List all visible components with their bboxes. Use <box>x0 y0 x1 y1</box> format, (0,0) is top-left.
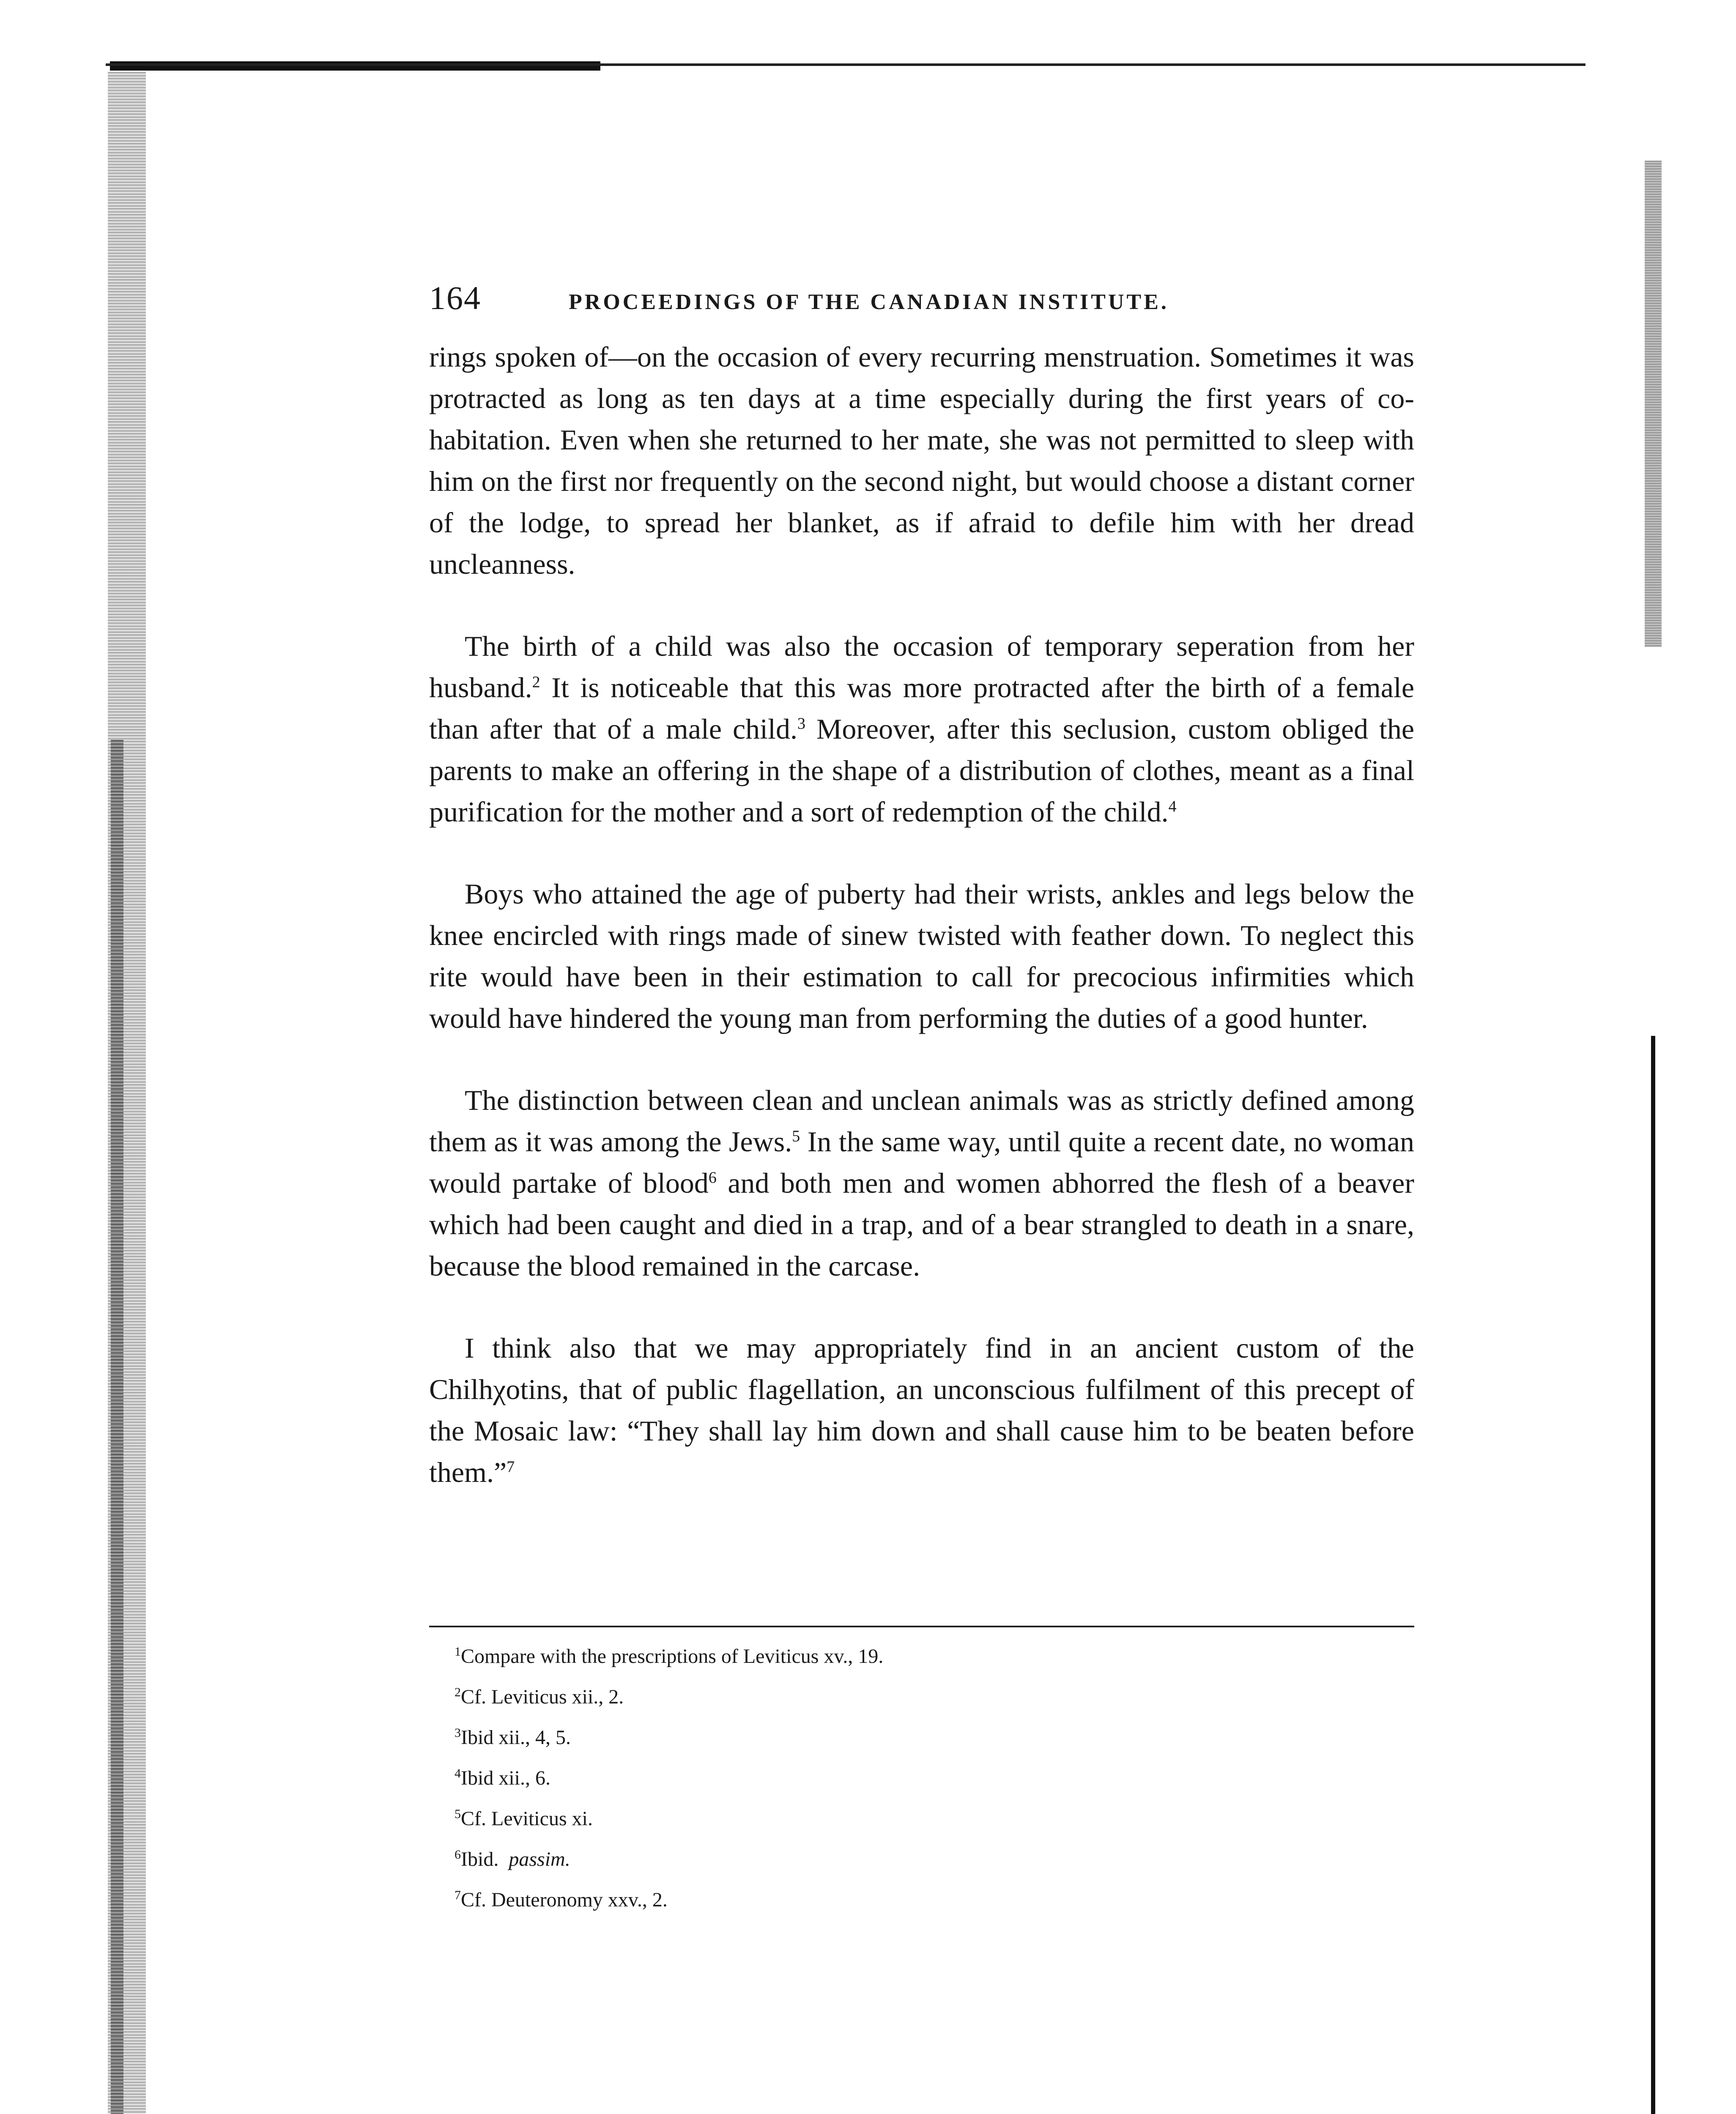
paragraph-text: I think also that we may appropriately find in an ancient custom of the Chilhχotins, that of public flagellation, an unconscious fulfilment of this precept of the Mosaic law: “They shall lay him down and shall cause him to be beaten before them.” <box>429 1332 1414 1488</box>
footnote-ref: 3 <box>797 715 805 733</box>
paragraph-text: rings spoken of—on the occasion of every recurring menstruation. Sometimes it was protracted as long as ten days at a time especially during the first years of co-habitation. Even when she returned to her mate, she was not permitted to sleep with him on the first nor frequently on the second night, but would choose a distant corner of the lodge, to spread her blanket, as if afraid to defile him with her dread uncleanness. <box>429 341 1414 580</box>
footnote-ref: 7 <box>507 1458 515 1476</box>
footnote-5 <box>455 1799 1414 1839</box>
scan-artifact-top-bar <box>110 61 600 71</box>
footnote-number: 4 <box>455 1766 461 1780</box>
paragraph-text: In the same way, until quite a recent date, no woman would partake of blood <box>429 1125 1415 1199</box>
footnote-text: Ibid xii., 4, 5. <box>461 1726 571 1749</box>
footnote-ref: 5 <box>792 1127 800 1145</box>
footnote-number: 7 <box>455 1888 461 1902</box>
footnote-4 <box>455 1758 1414 1799</box>
footnote-text: Cf. Leviticus xii., 2. <box>461 1686 624 1708</box>
paragraph-2 <box>429 625 1414 832</box>
footnote-2 <box>455 1677 1414 1717</box>
paragraph-3 <box>429 873 1414 1039</box>
page-number: 164 <box>429 279 481 316</box>
paragraph-5 <box>429 1327 1414 1493</box>
footnotes <box>455 1636 1414 1920</box>
paragraph-4 <box>429 1079 1414 1287</box>
footnote-italic-text: passim. <box>509 1848 570 1870</box>
footnote-text: Compare with the prescriptions of Leviticus xv., 19. <box>461 1645 884 1668</box>
running-head <box>429 279 1414 326</box>
running-title: PROCEEDINGS OF THE CANADIAN INSTITUTE. <box>569 290 1169 314</box>
footnote-ref: 4 <box>1168 797 1177 816</box>
footnote-number: 2 <box>455 1685 461 1699</box>
scan-artifact-right-line <box>1651 1036 1655 2114</box>
footnote-text: Cf. Deuteronomy xxv., 2. <box>461 1889 668 1911</box>
footnote-divider <box>429 1626 1414 1627</box>
paragraph-text: Boys who attained the age of puberty had their wrists, ankles and legs below the knee encircled with rings made of sinew twisted with feather down. To neglect this rite would have been in their estimation to call for precocious infirmities which would have hindered the young man from performing the duties of a good hunter. <box>429 878 1414 1034</box>
footnote-text: Cf. Leviticus xi. <box>461 1807 593 1830</box>
footnote-6 <box>455 1839 1414 1880</box>
scan-artifact-top-rule <box>106 63 1585 66</box>
footnote-number: 6 <box>455 1848 461 1862</box>
body-text <box>429 336 1414 1533</box>
scan-artifact-left-edge-dark <box>111 740 123 2114</box>
footnote-7 <box>455 1880 1414 1920</box>
paragraph-text: The distinction between clean and unclean animals was as strictly defined among them as it was among the Jews. <box>429 1084 1414 1158</box>
footnote-1 <box>455 1636 1414 1677</box>
footnote-ref: 2 <box>532 673 540 691</box>
footnote-number: 5 <box>455 1807 461 1821</box>
footnote-number: 3 <box>455 1726 461 1740</box>
footnote-3 <box>455 1717 1414 1758</box>
footnote-text: Ibid. <box>461 1848 499 1870</box>
footnote-number: 1 <box>455 1645 461 1659</box>
paragraph-text: Moreover, after this seclusion, custom obliged the parents to make an offering in the shape of a distribution of clothes, meant as a final purification for the mother and a sort of redemption of the child. <box>429 713 1415 828</box>
paragraph-text: and both men and women abhorred the flesh of a beaver which had been caught and died in a trap, and of a bear strangled to death in a snare, because the blood remained in the carcase. <box>429 1167 1415 1282</box>
paragraph-text: It is noticeable that this was more protracted after the birth of a female than after that of a male child. <box>429 671 1414 745</box>
paragraph-1 <box>429 336 1414 585</box>
footnote-text: Ibid xii., 6. <box>461 1767 550 1789</box>
scan-artifact-right-edge <box>1645 161 1662 647</box>
footnote-ref: 6 <box>708 1169 717 1187</box>
paragraph-text: The birth of a child was also the occasion of temporary seperation from her husband. <box>429 630 1414 704</box>
